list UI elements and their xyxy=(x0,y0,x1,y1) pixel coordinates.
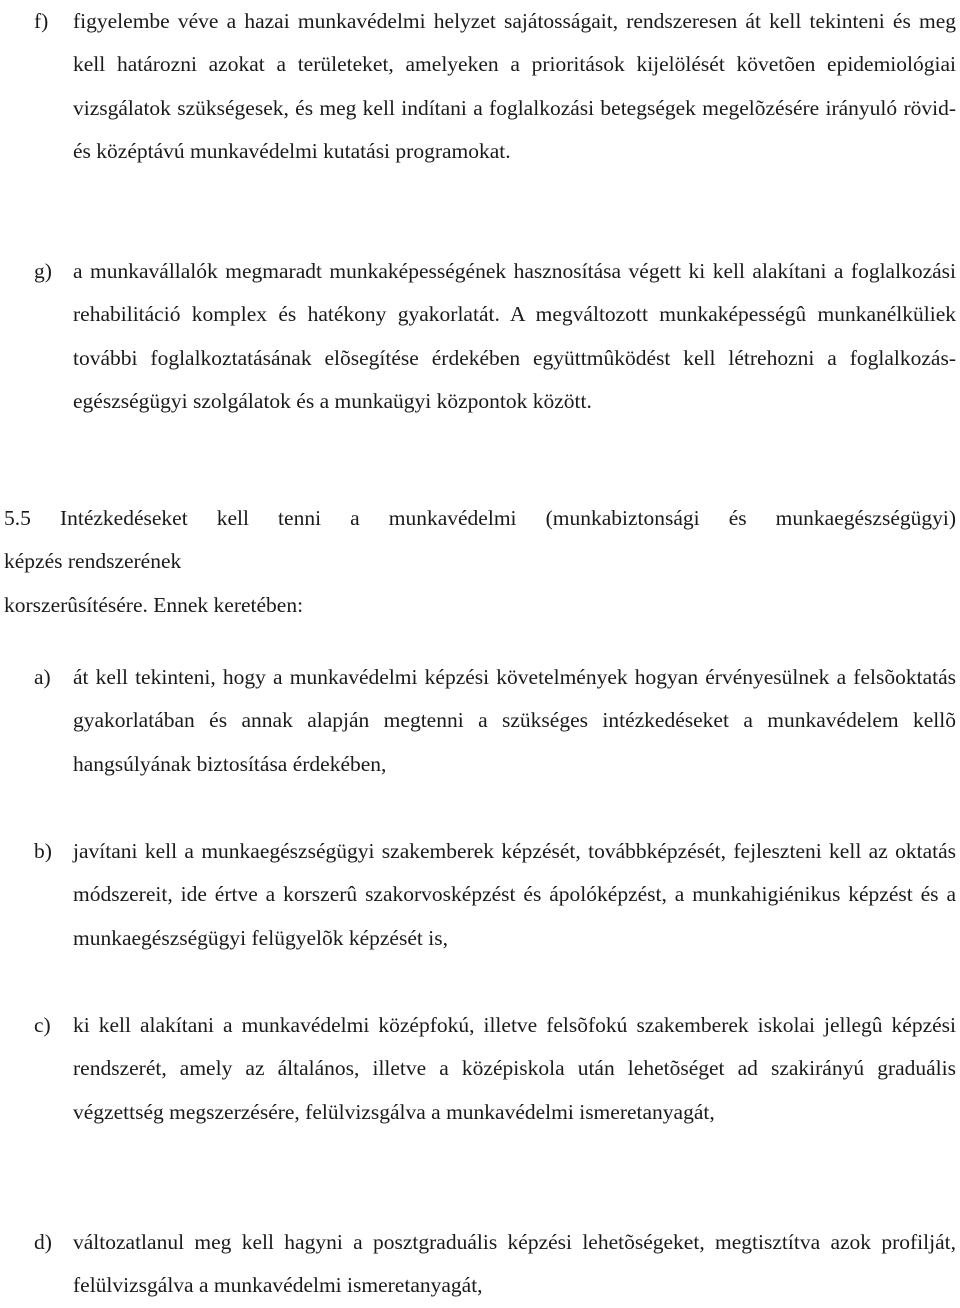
list-item-text: javítani kell a munkaegészségügyi szakemberek képzését, továbbképzését, fejleszteni kell az oktatás módszereit, ide értve a korszerû szakorvosképzést és ápolóképzést, a munkahigiénikus képzést és a munkaegészségügyi felügyelõk képzését is, xyxy=(73,839,956,950)
section-heading-line: korszerûsítésére. Ennek keretében: xyxy=(4,592,304,617)
list-marker: c) xyxy=(34,1013,51,1037)
list-item-text: figyelembe véve a hazai munkavédelmi helyzet sajátosságait, rendszeresen át kell tekinteni és meg kell határozni azokat a területeket, amelyeken a prioritások kijelölését követõen epidemiológiai vizsgálatok szükségesek, és meg kell indítani a foglalkozási betegségek megelõzésére irányuló rövid- és középtávú munkavédelmi kutatási programokat. xyxy=(73,9,956,163)
list-item-g xyxy=(0,250,960,423)
list-marker: a) xyxy=(34,665,51,689)
list-item-d xyxy=(0,1221,960,1308)
list-item-a xyxy=(0,656,960,786)
list-item-c xyxy=(0,1004,960,1134)
section-heading-line: 5.5 Intézkedéseket kell tenni a munkavédelmi (munkabiztonsági és munkaegészségügyi) xyxy=(4,506,956,530)
section-heading-line: képzés rendszerének xyxy=(4,549,182,574)
list-marker: d) xyxy=(34,1230,52,1254)
list-item-text: át kell tekinteni, hogy a munkavédelmi képzési követelmények hogyan érvényesülnek a felsõoktatás gyakorlatában és annak alapján megtenni a szükséges intézkedéseket a munkavédelem kellõ hangsúlyának biztosítása érdekében, xyxy=(73,665,956,776)
list-item-b xyxy=(0,830,960,960)
list-item-f xyxy=(0,0,960,173)
list-item-text: ki kell alakítani a munkavédelmi középfokú, illetve felsõfokú szakemberek iskolai jellegû képzési rendszerét, amely az általános, illetve a középiskola után lehetõséget ad szakirányú graduális végzettség megszerzésére, felülvizsgálva a munkavédelmi ismeretanyagát, xyxy=(73,1013,956,1124)
list-item-text: a munkavállalók megmaradt munkaképességének hasznosítása végett ki kell alakítani a foglalkozási rehabilitáció komplex és hatékony gyakorlatát. A megváltozott munkaképességû munkanélküliek további foglalkoztatásának elõsegítése érdekében együttmûködést kell létrehozni a foglalkozás-egészségügyi szolgálatok és a munkaügyi központok között. xyxy=(73,259,956,413)
list-marker: f) xyxy=(34,9,49,33)
section-heading-5-5 xyxy=(4,497,956,627)
list-item-text: változatlanul meg kell hagyni a posztgraduális képzési lehetõségeket, megtisztítva azok profilját, felülvizsgálva a munkavédelmi ismeretanyagát, xyxy=(73,1230,956,1298)
list-marker: g) xyxy=(34,259,52,283)
list-marker: b) xyxy=(34,839,52,863)
